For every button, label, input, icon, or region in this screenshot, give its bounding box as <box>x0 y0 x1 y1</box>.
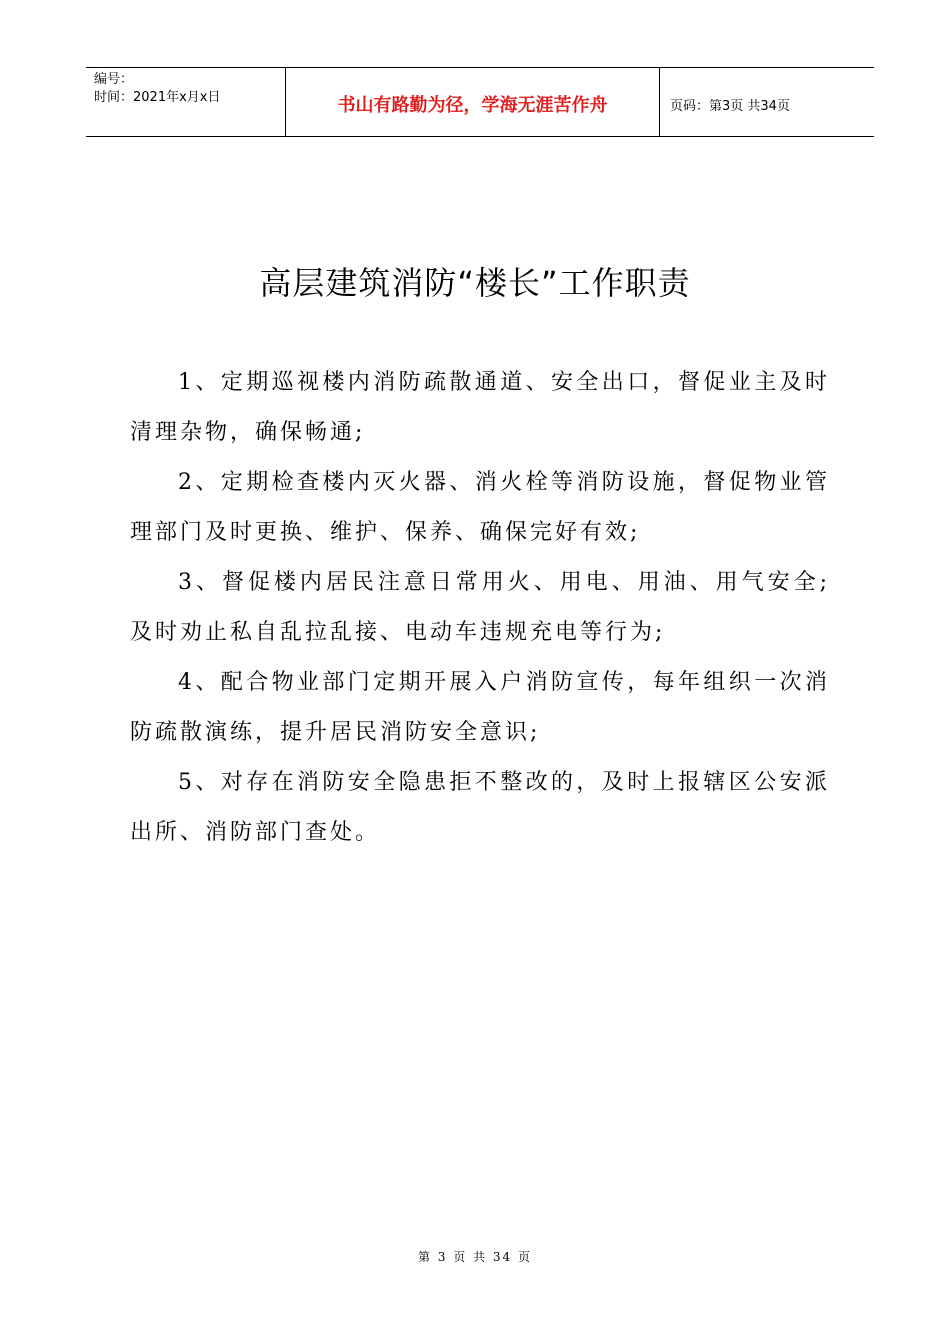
paragraph-5: 5、对存在消防安全隐患拒不整改的，及时上报辖区公安派出所、消防部门查处。 <box>130 770 830 845</box>
header-page-info: 页码：第3页 共34页 <box>670 98 790 114</box>
paragraph-1: 1、定期巡视楼内消防疏散通道、安全出口，督促业主及时清理杂物，确保畅通; <box>130 370 830 445</box>
header-motto: 书山有路勤为径，学海无涯苦作舟 <box>286 68 660 136</box>
time-label: 时间：2021年x月x日 <box>94 90 221 105</box>
paragraph-2: 2、定期检查楼内灭火器、消火栓等消防设施，督促物业管理部门及时更换、维护、保养、确保完好有效; <box>130 470 830 545</box>
paragraph-4: 4、配合物业部门定期开展入户消防宣传，每年组织一次消防疏散演练，提升居民消防安全意识; <box>130 670 830 745</box>
document-body <box>130 358 830 858</box>
number-label: 编号： <box>94 72 134 87</box>
paragraph-3: 3、督促楼内居民注意日常用火、用电、用油、用气安全;及时劝止私自乱拉乱接、电动车违规充电等行为; <box>130 570 830 645</box>
document-title: 高层建筑消防“楼长”工作职责 <box>259 264 691 302</box>
header-meta <box>86 68 286 136</box>
page-footer: 第 3 页 共 34 页 <box>418 1250 532 1264</box>
document-header <box>86 67 874 137</box>
